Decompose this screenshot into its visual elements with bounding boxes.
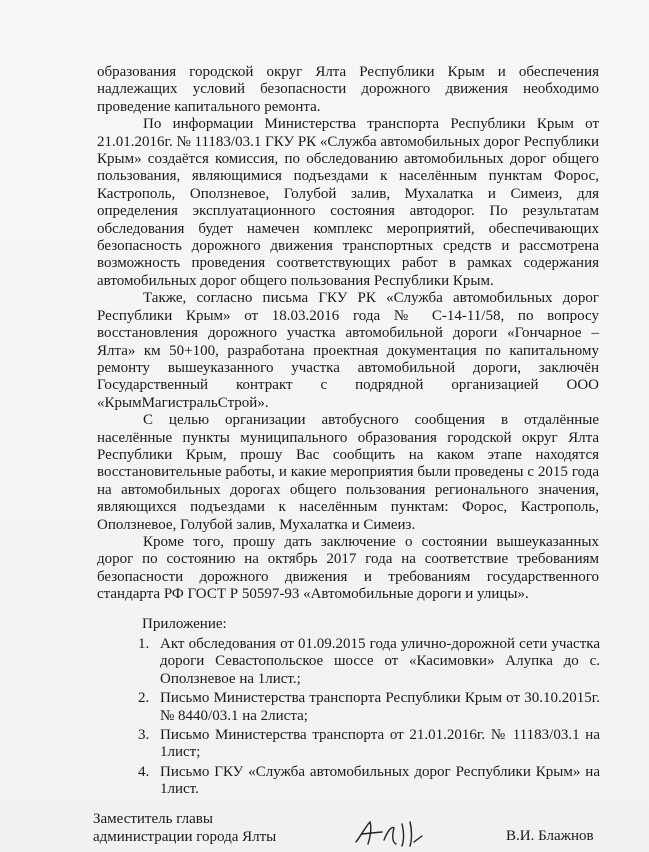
appendix-item — [138, 636, 600, 688]
document-body — [97, 64, 599, 604]
paragraph-5: Кроме того, прошу дать заключение о состоянии вышеуказанных дорог по состоянию на октябрь 2017 года на соответствие требованиям безопасности дорожного движения и требованиям государственного стандарта РФ ГОСТ Р 50597-93 «Автомобильные дороги и улицы». — [97, 533, 599, 603]
appendix-item-number: 4. — [138, 763, 150, 780]
appendix-heading: Приложение: — [142, 616, 227, 632]
signatory-name: В.И. Блажнов — [506, 828, 594, 844]
appendix-item — [138, 727, 600, 762]
appendix-item-text: Письмо Министерства транспорта от 21.01.2016г. № 11183/03.1 на 1лист; — [160, 727, 600, 761]
signatory-title-line-1: Заместитель главы — [93, 811, 213, 827]
paragraph-3: Также, согласно письма ГКУ РК «Служба автомобильных дорог Республики Крым» от 18.03.2016 года № С-14-11/58, по вопросу восстановления дорожного участка автомобильной дороги «Гончарное – Ялта» км 50+100, разработана проектная документация по капитальному ремонту вышеуказанного участка автомобильной дороги, заключён Государственный контракт с подрядной организацией ООО «КрымМагистральСтрой». — [97, 290, 599, 411]
appendix-item-number: 1. — [138, 636, 150, 652]
appendix-item-text: Письмо Министерства транспорта Республики Крым от 30.10.2015г. № 8440/03.1 на 2листа; — [160, 690, 600, 724]
appendix-item-text: Акт обследования от 01.09.2015 года улично-дорожной сети участка дороги Севастопольское шоссе от «Касимовки» Алупка до с. Оползневое на 1лист.; — [160, 636, 600, 687]
appendix-item — [138, 690, 600, 725]
paragraph-2: По информации Министерства транспорта Республики Крым от 21.01.2016г. № 11183/03.1 ГКУ РК «Служба автомобильных дорог Республики Крым» создаётся комиссия, по обследованию автомобильных дорог общего пользования, являющимися подъездами к населённым пунктам Форос, Кастрополь, Оползневое, Голубой залив, Мухалатка и Симеиз, для определения эксплуатационного состояния автодорог. По результатам обследования будет намечен комплекс мероприятий, обеспечивающих безопасность дорожного движения транспортных средств и рассмотрена возможность проведения соответствующих работ в рамках содержания автомобильных дорог общего пользования Республики Крым. — [97, 116, 599, 289]
appendix-item-number: 2. — [138, 690, 150, 707]
appendix-item — [138, 764, 600, 799]
signatory-title-line-2: администрации города Ялты — [93, 829, 277, 845]
appendix-list — [138, 636, 600, 801]
handwritten-signature — [352, 816, 442, 850]
paragraph-4: С целью организации автобусного сообщения в отдалённые населённые пункты муниципального образования городской округ Ялта Республики Крым, прошу Вас сообщить на каком этапе находятся восстановительные работы, и какие мероприятия были проведены с 2015 года на автомобильных дорогах общего пользования регионального значения, являющихся подъездами к населённым пунктам: Форос, Кастрополь, Оползневое, Голубой залив, Мухалатка и Симеиз. — [97, 412, 599, 533]
appendix-item-number: 3. — [138, 727, 150, 744]
signatory-title — [93, 810, 276, 846]
appendix-item-text: Письмо ГКУ «Служба автомобильных дорог Республики Крым» на 1лист. — [160, 763, 600, 798]
paragraph-1: образования городской округ Ялта Республики Крым и обеспечения надлежащих условий безопасности дорожного движения необходимо проведение капитального ремонта. — [97, 64, 599, 115]
